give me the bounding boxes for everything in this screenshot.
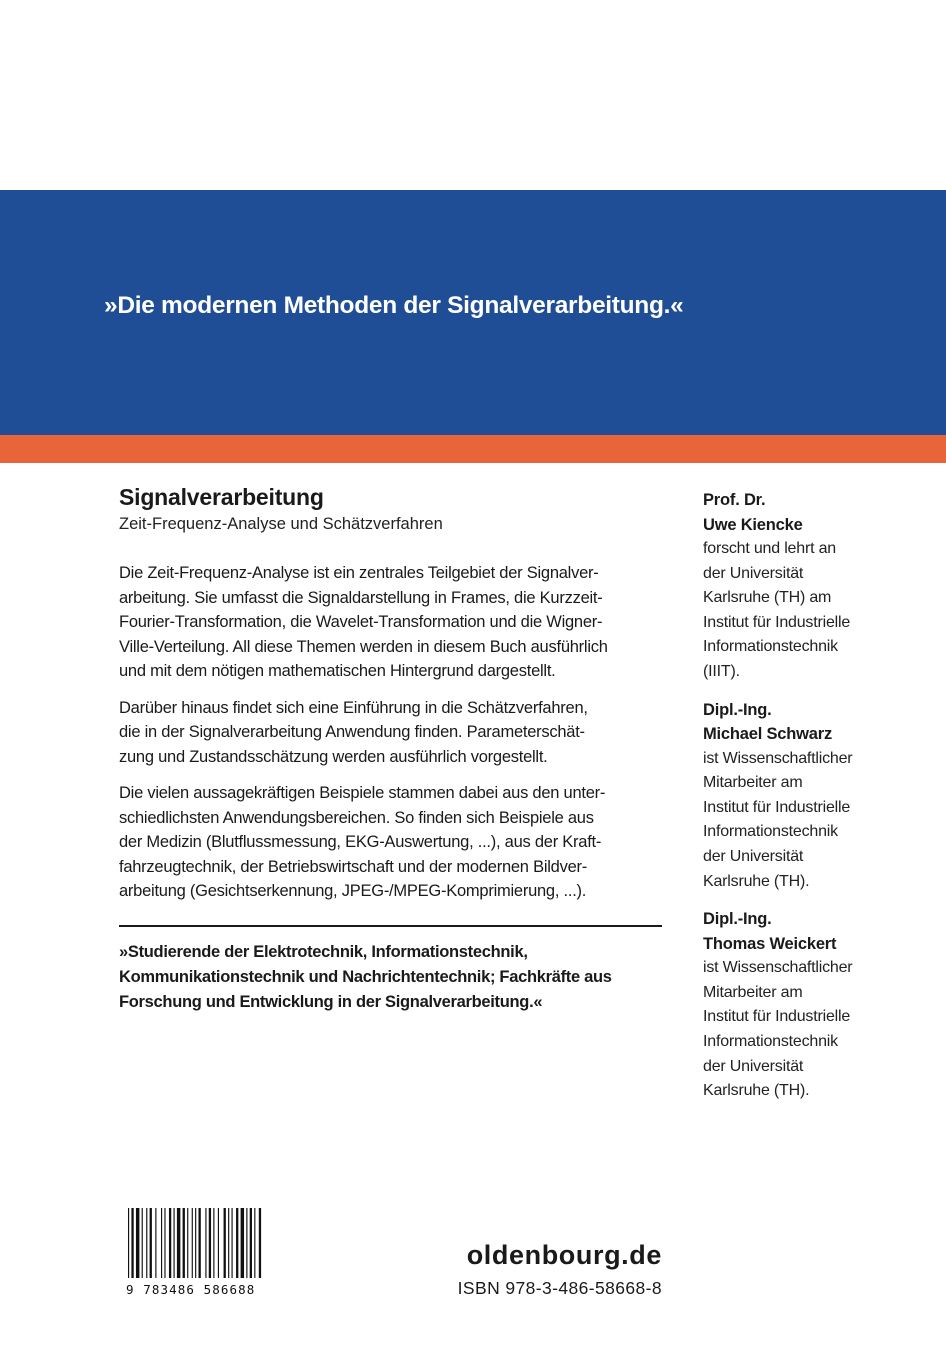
- barcode-bar: [199, 1208, 201, 1278]
- author-name: Thomas Weickert: [703, 934, 837, 953]
- author-title: Prof. Dr.: [703, 491, 766, 509]
- barcode-digits: 9 783486 586688: [126, 1282, 256, 1297]
- description-paragraph: Die Zeit-Frequenz-Analyse ist ein zentrales Teilgebiet der Signalver- arbeitung. Sie umfasst die Signaldarstellung in Frames, die Kurzzeit- Fourier-Transformation, die Wavelet-Transformation und die Wigner- Ville-Verteilung. All diese Themen werden in diesem Buch ausführlich und mit dem nötigen mathematischen Hintergrund dargestellt.: [119, 564, 608, 680]
- publisher-url: oldenbourg.de: [466, 1240, 662, 1270]
- barcode-bar: [218, 1208, 219, 1278]
- barcode-bar: [183, 1208, 185, 1278]
- barcode-bar: [161, 1208, 162, 1278]
- barcode: [126, 1208, 286, 1297]
- barcode-bar: [228, 1208, 229, 1278]
- barcode-bar: [213, 1208, 214, 1278]
- barcode-bar: [241, 1208, 244, 1278]
- author-bio: ist Wissenschaftlicher Mitarbeiter am Institut für Industrielle Informationstechnik der Universität Karlsruhe (TH).: [703, 749, 853, 890]
- barcode-bar: [232, 1208, 233, 1278]
- barcode-bar: [254, 1208, 255, 1278]
- barcode-bar: [164, 1208, 165, 1278]
- author-entry: [703, 698, 943, 895]
- barcode-bar: [205, 1208, 206, 1278]
- audience-quote: »Studierende der Elektrotechnik, Informationstechnik, Kommunikationstechnik und Nachrichtentechnik; Fachkräfte aus Forschung und Entwicklung in der Signalverarbeitung.«: [119, 942, 612, 1011]
- barcode-bar: [250, 1208, 252, 1278]
- book-title: Signalverarbeitung: [119, 484, 324, 510]
- barcode-bar: [131, 1208, 133, 1278]
- author-entry: [703, 907, 943, 1104]
- barcode-bar: [146, 1208, 147, 1278]
- barcode-bar: [187, 1208, 188, 1278]
- barcode-bar: [195, 1208, 196, 1278]
- barcode-bar: [246, 1208, 247, 1278]
- author-bio: ist Wissenschaftlicher Mitarbeiter am Institut für Industrielle Informationstechnik der Universität Karlsruhe (TH).: [703, 959, 853, 1100]
- barcode-bar: [192, 1208, 193, 1278]
- barcode-bar: [224, 1208, 226, 1278]
- author-list: [703, 488, 943, 1117]
- divider: [119, 925, 662, 927]
- main-content: [119, 484, 662, 1015]
- barcode-bar: [142, 1208, 143, 1278]
- barcode-bar: [155, 1208, 156, 1278]
- barcode-bar: [177, 1208, 180, 1278]
- barcode-bar: [128, 1208, 129, 1278]
- book-subtitle: Zeit-Frequenz-Analyse und Schätzverfahren: [119, 515, 443, 533]
- author-name: Uwe Kiencke: [703, 515, 803, 534]
- author-bio: forscht und lehrt an der Universität Karlsruhe (TH) am Institut für Industrielle Informationstechnik (IIIT).: [703, 540, 851, 680]
- barcode-bar: [169, 1208, 171, 1278]
- author-entry: [703, 488, 943, 685]
- author-title: Dipl.-Ing.: [703, 910, 772, 929]
- isbn: ISBN 978-3-486-58668-8: [457, 1278, 662, 1298]
- author-name: Michael Schwarz: [703, 725, 833, 744]
- barcode-bar: [174, 1208, 175, 1278]
- barcode-bar: [150, 1208, 152, 1278]
- barcode-bar: [209, 1208, 211, 1278]
- tagline: »Die modernen Methoden der Signalverarbeitung.«: [104, 292, 684, 319]
- author-title: Dipl.-Ing.: [703, 700, 772, 719]
- accent-stripe: [0, 435, 946, 463]
- barcode-bar: [136, 1208, 139, 1278]
- barcode-bar: [259, 1208, 261, 1278]
- barcode-bar: [236, 1208, 238, 1278]
- barcode-bars: [126, 1208, 276, 1280]
- description-paragraph: Darüber hinaus findet sich eine Einführung in die Schätzverfahren, die in der Signalverarbeitung Anwendung finden. Parameterschät- zung und Zustandsschätzung werden ausführlich vorgestellt.: [119, 698, 588, 766]
- description-paragraph: Die vielen aussagekräftigen Beispiele stammen dabei aus den unter- schiedlichsten Anwendungsbereichen. So finden sich Beispiele aus der Medizin (Blutflussmessung, EKG-Auswertung, ...), aus der Kraft- fahrzeugtechnik, der Betriebswirtschaft und der modernen Bildver- arbeitung (Gesichtserkennung, JPEG-/MPEG-Komprimierung, ...).: [119, 784, 606, 900]
